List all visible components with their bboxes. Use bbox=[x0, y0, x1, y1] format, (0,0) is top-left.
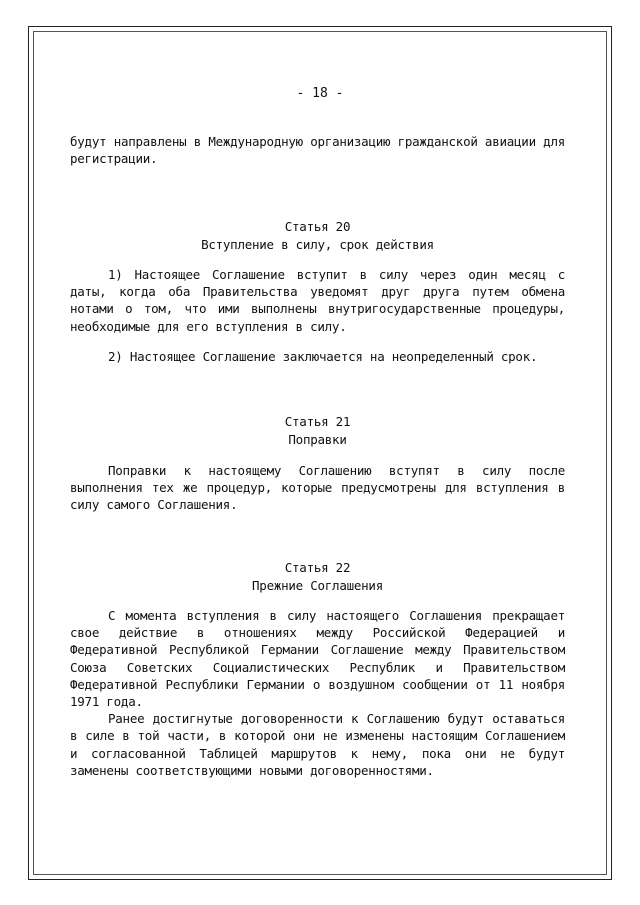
intro-paragraph bbox=[70, 133, 565, 167]
article-21-heading bbox=[70, 413, 565, 448]
article-21-paragraph-1: Поправки к настоящему Соглашению вступят в силу после выполнения тех же процедур, которые предусмотрены для вступления в силу самого Соглашения. bbox=[70, 463, 565, 513]
article-20-title: Вступление в силу, срок действия bbox=[201, 236, 434, 252]
article-20-paragraph-1: 1) Настоящее Соглашение вступит в силу через один месяц с даты, когда оба Правительства уведомят друг друга путем обмена нотами о том, что ими выполнены внутригосударственные процедуры, необходимые для его вступления в силу. bbox=[70, 267, 565, 334]
article-20-heading bbox=[70, 218, 565, 253]
article-21-body bbox=[70, 462, 565, 514]
page-number: - 18 - bbox=[296, 86, 344, 101]
article-20-number: Статья 20 bbox=[284, 219, 351, 234]
intro-text: будут направлены в Международную организацию гражданской авиации для регистрации. bbox=[70, 134, 565, 167]
article-20-body bbox=[70, 266, 565, 335]
article-21-title: Поправки bbox=[288, 431, 347, 447]
article-22-title: Прежние Соглашения bbox=[252, 577, 383, 593]
article-20-paragraph-2: 2) Настоящее Соглашение заключается на неопределенный срок. bbox=[108, 349, 538, 364]
article-22-body bbox=[70, 607, 565, 779]
article-22-paragraph-2: Ранее достигнутые договоренности к Соглашению будут оставаться в силе в той части, в которой они не изменены настоящим Соглашением и согласованной Таблицей маршрутов к нему, пока они не будут заменены соответствующими новыми договоренностями. bbox=[70, 711, 565, 778]
article-22-heading bbox=[70, 559, 565, 594]
article-22-number: Статья 22 bbox=[284, 560, 351, 575]
article-21-number: Статья 21 bbox=[284, 414, 351, 429]
article-22-paragraph-1: С момента вступления в силу настоящего Соглашения прекращает свое действие в отношениях между Российской Федерацией и Федеративной Республикой Германии Соглашение между Правительством Союза Советских Социалистических Республик и Правительством Федеративной Республики Германии о воздушном сообщении от 11 ноября 1971 года. bbox=[70, 608, 565, 710]
article-20-body-2 bbox=[70, 348, 565, 365]
